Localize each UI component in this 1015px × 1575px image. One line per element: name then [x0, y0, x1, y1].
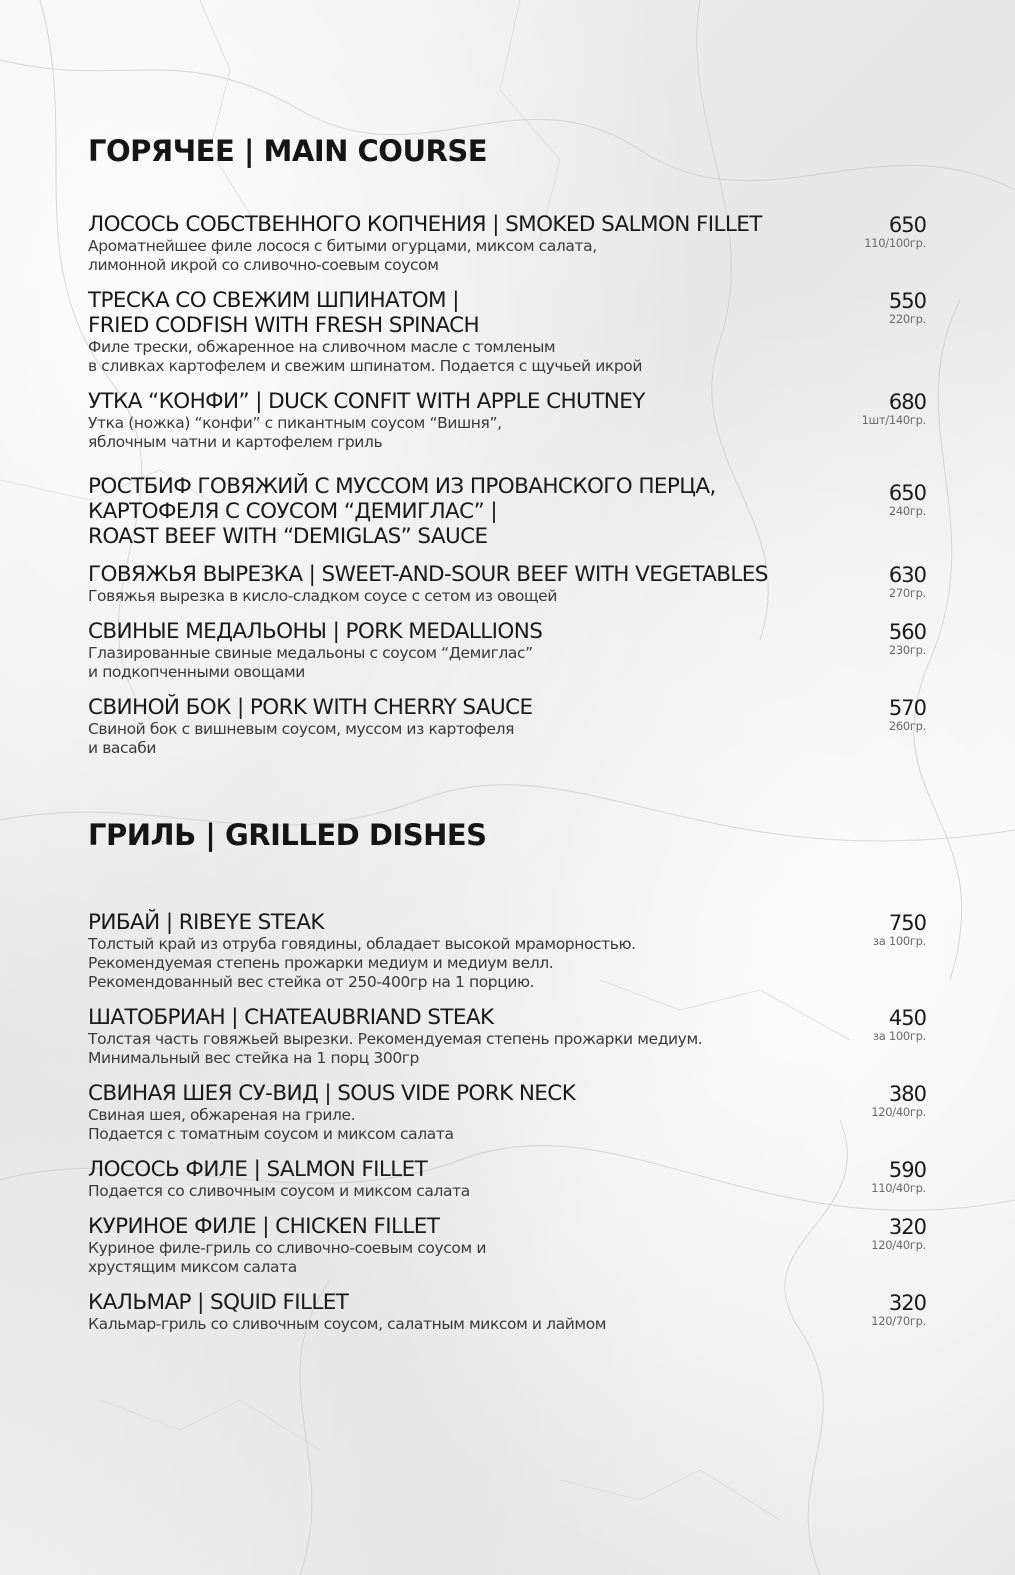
item-description: Свиной бок с вишневым соусом, муссом из картофеля и васаби — [88, 720, 515, 757]
item-description: Утка (ножка) “конфи” с пикантным соусом “Вишня”, яблочным чатни и картофелем гриль — [88, 414, 502, 451]
item-description: Свиная шея, обжареная на гриле. Подается с томатным соусом и миксом салата — [88, 1106, 454, 1143]
item-weight: за 100гр. — [872, 1029, 926, 1043]
price-block — [816, 697, 926, 733]
price-block — [816, 391, 926, 427]
price-block — [816, 1083, 926, 1119]
item-name: РОСТБИФ ГОВЯЖИЙ С МУССОМ ИЗ ПРОВАНСКОГО ПЕРЦА, КАРТОФЕЛЯ С СОУСОМ “ДЕМИГЛАС” | ROAST BEEF WITH “DEMIGLAS” SAUCE — [88, 474, 716, 549]
item-description: Куриное филе-гриль со сливочно-соевым соусом и хрустящим миксом салата — [88, 1239, 486, 1276]
item-name: ГОВЯЖЬЯ ВЫРЕЗКА | SWEET-AND-SOUR BEEF WITH VEGETABLES — [88, 562, 768, 587]
item-price: 320 — [888, 1215, 926, 1239]
menu-item — [88, 1214, 926, 1277]
price-block — [816, 1007, 926, 1043]
price-block — [816, 564, 926, 600]
item-name: ЛОСОСЬ СОБСТВЕННОГО КОПЧЕНИЯ | SMOKED SALMON FILLET — [88, 212, 762, 237]
item-weight: 120/40гр. — [871, 1238, 926, 1252]
item-name: УТКА “КОНФИ” | DUCK CONFIT WITH APPLE CHUTNEY — [88, 389, 645, 414]
item-weight: 240гр. — [888, 504, 926, 518]
menu-item — [88, 1081, 926, 1144]
item-name: ЛОСОСЬ ФИЛЕ | SALMON FILLET — [88, 1157, 428, 1182]
item-price: 570 — [888, 696, 926, 720]
menu-item — [88, 1005, 926, 1068]
item-price: 560 — [888, 620, 926, 644]
item-name: СВИНАЯ ШЕЯ СУ-ВИД | SOUS VIDE PORK NECK — [88, 1081, 576, 1106]
item-weight: 110/40гр. — [871, 1181, 926, 1195]
main-course-list — [88, 212, 926, 771]
item-name: ШАТОБРИАН | CHATEAUBRIAND STEAK — [88, 1005, 494, 1030]
item-description: Филе трески, обжаренное на сливочном масле с томленым в сливках картофелем и свежим шпинатом. Подается с щучьей икрой — [88, 338, 643, 375]
menu-item — [88, 562, 926, 606]
item-weight: 1шт/140гр. — [861, 413, 926, 427]
item-weight: 120/40гр. — [871, 1105, 926, 1119]
item-price: 380 — [888, 1082, 926, 1106]
price-block — [816, 1292, 926, 1328]
item-name: КУРИНОЕ ФИЛЕ | CHICKEN FILLET — [88, 1214, 440, 1239]
menu-item — [88, 695, 926, 758]
price-block — [816, 1159, 926, 1195]
item-weight: за 100гр. — [872, 934, 926, 948]
item-price: 650 — [888, 481, 926, 505]
item-description: Толстый край из отруба говядины, обладает высокой мраморностью. Рекомендуемая степень прожарки медиум и медиум велл. Рекомендованный вес стейка от 250-400гр на 1 порцию. — [88, 935, 636, 991]
item-name: РИБАЙ | RIBEYE STEAK — [88, 910, 324, 935]
item-name: СВИНОЙ БОК | PORK WITH CHERRY SAUCE — [88, 695, 533, 720]
menu-item — [88, 212, 926, 275]
price-block — [816, 912, 926, 948]
price-block — [816, 621, 926, 657]
menu-item — [88, 389, 926, 452]
item-weight: 260гр. — [888, 719, 926, 733]
price-block — [816, 214, 926, 250]
price-block — [816, 1216, 926, 1252]
menu-item — [88, 288, 926, 376]
item-weight: 220гр. — [888, 312, 926, 326]
item-price: 630 — [888, 563, 926, 587]
item-description: Подается со сливочным соусом и миксом салата — [88, 1182, 470, 1200]
item-description: Кальмар-гриль со сливочным соусом, салатным миксом и лаймом — [88, 1315, 607, 1333]
item-weight: 230гр. — [888, 643, 926, 657]
item-price: 650 — [888, 213, 926, 237]
section-title-main-course: ГОРЯЧЕЕ | MAIN COURSE — [88, 134, 488, 168]
item-name: ТРЕСКА СО СВЕЖИМ ШПИНАТОМ | FRIED CODFISH WITH FRESH SPINACH — [88, 288, 480, 338]
item-price: 750 — [888, 911, 926, 935]
item-price: 320 — [888, 1291, 926, 1315]
item-name: СВИНЫЕ МЕДАЛЬОНЫ | PORK MEDALLIONS — [88, 619, 543, 644]
menu-item — [88, 910, 926, 992]
item-weight: 110/100гр. — [864, 236, 926, 250]
menu-item — [88, 474, 926, 549]
item-price: 680 — [888, 390, 926, 414]
menu-item — [88, 1157, 926, 1201]
menu-item — [88, 619, 926, 682]
menu-item — [88, 1290, 926, 1334]
item-description: Глазированные свиные медальоны с соусом “Демиглас” и подкопченными овощами — [88, 644, 533, 681]
grilled-dishes-list — [88, 910, 926, 1347]
item-price: 450 — [888, 1006, 926, 1030]
item-weight: 270гр. — [888, 586, 926, 600]
item-description: Толстая часть говяжьей вырезки. Рекомендуемая степень прожарки медиум. Минимальный вес стейка на 1 порц 300гр — [88, 1030, 703, 1067]
item-price: 590 — [888, 1158, 926, 1182]
item-description: Говяжья вырезка в кисло-сладком соусе с сетом из овощей — [88, 587, 557, 605]
price-block — [816, 290, 926, 326]
section-title-grilled-dishes: ГРИЛЬ | GRILLED DISHES — [88, 818, 487, 852]
item-description: Ароматнейшее филе лосося с битыми огурцами, миксом салата, лимонной икрой со сливочно-соевым соусом — [88, 237, 597, 274]
price-block — [816, 482, 926, 518]
item-weight: 120/70гр. — [871, 1314, 926, 1328]
item-price: 550 — [888, 289, 926, 313]
item-name: КАЛЬМАР | SQUID FILLET — [88, 1290, 349, 1315]
